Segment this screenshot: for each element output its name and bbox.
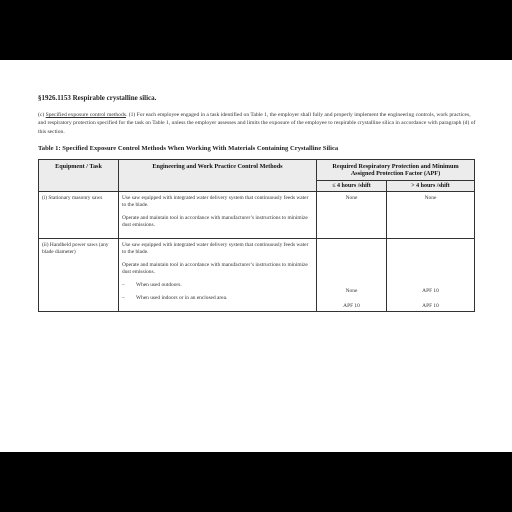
header-methods: Engineering and Work Practice Control Methods	[119, 160, 317, 192]
bullet-item	[122, 295, 313, 302]
bullet-le4: APF 10	[343, 303, 360, 309]
bullet-text: When used indoors or in an enclosed area.	[136, 295, 228, 301]
bullet-text: When used outdoors.	[136, 282, 182, 288]
bullet-gt4: APF 10	[422, 303, 439, 309]
row-le4	[317, 239, 387, 312]
row-gt4: None	[387, 192, 475, 239]
paragraph-prefix: (c)	[38, 112, 45, 118]
paragraph-underlined-title: Specified exposure control methods	[45, 112, 126, 118]
row-le4: None	[317, 192, 387, 239]
table-header-row	[39, 160, 475, 181]
row-methods	[119, 239, 317, 312]
table-row	[39, 192, 475, 239]
header-equipment: Equipment / Task	[39, 160, 119, 192]
bullet-dash: –	[122, 282, 125, 288]
section-heading: §1926.1153 Respirable crystalline silica.	[38, 94, 157, 102]
method-text: Use saw equipped with integrated water delivery system that continuously feeds water to the blade.	[122, 242, 309, 255]
method-text: Use saw equipped with integrated water delivery system that continuously feeds water to the blade.	[122, 195, 309, 208]
bullet-le4: None	[345, 288, 358, 294]
method-text: Operate and maintain tool in accordance with manufacturer’s instructions to minimize dust emissions.	[122, 262, 308, 275]
header-le4: ≤ 4 hours /shift	[317, 181, 387, 192]
row-equipment: (ii) Handheld power saws (any blade diameter)	[39, 239, 119, 312]
paragraph-body: . (1) For each employee engaged in a task identified on Table 1, the employer shall fully and properly implement the engineering controls, work practices, and respiratory protection specified for the task on Table 1, unless the employer assesses and limits the exposure of the employee to respirable crystalline silica in accordance with paragraph (d) of this section.	[38, 112, 476, 135]
bullet-item	[122, 282, 313, 289]
bullet-dash: –	[122, 295, 125, 301]
header-respiratory: Required Respiratory Protection and Minimum Assigned Protection Factor (APF)	[317, 160, 475, 181]
row-gt4	[387, 239, 475, 312]
table-row	[39, 239, 475, 312]
section-paragraph	[38, 111, 478, 136]
table-caption: Table 1: Specified Exposure Control Methods When Working With Materials Containing Crystalline Silica	[38, 145, 339, 152]
header-gt4: > 4 hours /shift	[387, 181, 475, 192]
row-methods	[119, 192, 317, 239]
document-page	[0, 60, 512, 452]
bullet-gt4: APF 10	[422, 288, 439, 294]
row-equipment: (i) Stationary masonry saws	[39, 192, 119, 239]
exposure-control-table	[38, 159, 475, 312]
method-text: Operate and maintain tool in accordance with manufacturer’s instructions to minimize dust emissions.	[122, 215, 308, 228]
